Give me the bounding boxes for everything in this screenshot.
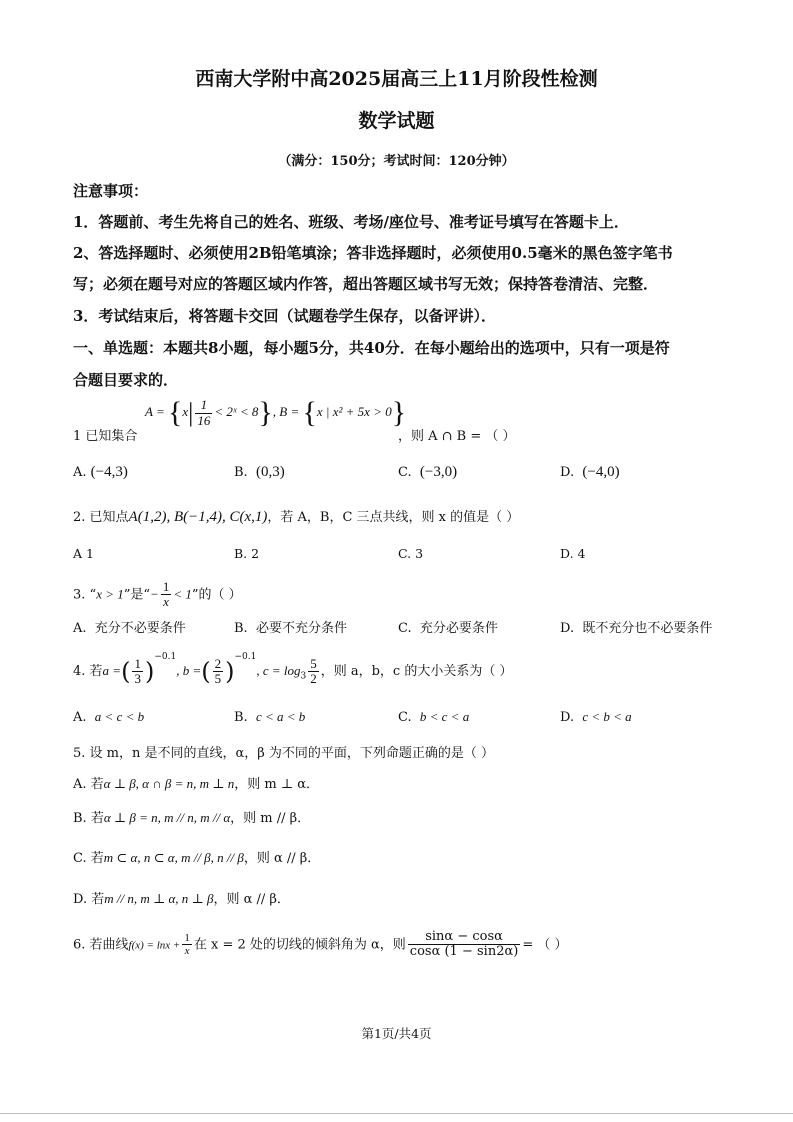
q1-inequality: < 2ˣ < 8	[214, 403, 259, 419]
q5-option-a	[73, 773, 319, 792]
q1-suffix: ，则 A ∩ B = （ ）	[398, 429, 516, 444]
q5-option-a-value: α ⊥ β, α ∩ β = n, m ⊥ n	[103, 776, 235, 791]
q4-option-b-value: c < a < b	[255, 709, 306, 724]
section-heading-line-2: 合题目要求的．	[73, 371, 179, 389]
q4-frac-3	[308, 657, 319, 687]
q1-frac-num: 1	[195, 398, 212, 413]
q1-option-d-label: D.	[560, 465, 575, 480]
q5-option-c	[73, 847, 320, 866]
exam-title: 西南大学附中高2025届高三上11月阶段性检测	[195, 68, 598, 90]
q4-paren-close-1: )	[144, 657, 155, 686]
q5-option-b-tail: ，则 m // β．	[230, 811, 311, 826]
q6-small-frac-num: 1	[184, 932, 190, 945]
q6-prefix: 6. 若曲线	[73, 937, 129, 953]
q3-option-b-label: B.	[234, 621, 248, 636]
q3-frac-num: 1	[162, 579, 170, 594]
q2-option-d-label: D.	[560, 546, 574, 561]
q1-option-d-value: (−4,0)	[582, 464, 620, 480]
q2-option-d-value: 4	[577, 546, 586, 561]
q4-option-a	[73, 709, 144, 725]
note-2-line-1: 2、答选择题时、必须使用2B铅笔填涂；答非选择题时，必须使用0.5毫米的黑色签字笔书	[73, 244, 673, 262]
q4-frac-2-num: 2	[214, 655, 222, 671]
q2-option-c-value: 3	[415, 546, 424, 561]
q4-option-d-value: c < b < a	[582, 709, 632, 724]
q1-x: x	[182, 403, 189, 419]
q4-frac-1	[132, 657, 143, 687]
q6-fraction	[408, 930, 521, 960]
q6-small-frac-den: x	[184, 945, 190, 958]
q4-option-b	[234, 709, 305, 725]
note-3: 3．考试结束后，将答题卡交回（试题卷学生保存，以备评讲）．	[73, 307, 496, 325]
q2-stem	[73, 506, 519, 526]
q3-minus: −	[150, 586, 159, 602]
q4-frac-2	[213, 657, 224, 687]
q1-option-c	[398, 464, 457, 481]
q4-exponent-2: −0.1	[234, 652, 257, 662]
q4-frac-3-num: 5	[310, 655, 317, 671]
q5-option-d	[73, 888, 290, 907]
note-2-line-2: 写；必须在题号对应的答题区域内作答，超出答题区域书写无效；保持答卷清洁、完整．	[73, 275, 659, 293]
q4-option-d	[560, 709, 632, 725]
q1-option-a-label: A.	[73, 465, 87, 480]
q4-option-c-label: C.	[398, 710, 412, 725]
q1-option-b-label: B.	[234, 465, 248, 480]
q3-option-d-label: D.	[560, 621, 575, 636]
q3-option-c	[398, 617, 498, 636]
q3-option-a-label: A.	[73, 621, 87, 636]
q4-exponent-1: −0.1	[154, 652, 177, 662]
q5-option-c-label: C. 若	[73, 851, 104, 866]
q5-option-b-label: B. 若	[73, 811, 104, 826]
q2-option-b-value: 2	[251, 546, 260, 561]
q3-option-c-label: C.	[398, 621, 412, 636]
q6-suffix: = （ ）	[522, 937, 568, 953]
q2-option-a-value: 1	[86, 546, 94, 561]
q2-option-b	[234, 546, 259, 561]
q4-c: , c = log	[256, 663, 301, 678]
q3-prefix: 3. “	[73, 587, 97, 603]
q5-option-b	[73, 807, 310, 826]
q4-frac-3-den: 2	[310, 671, 317, 686]
q6-condition: 在 x = 2 处的切线的倾斜角为 α，则	[193, 937, 406, 953]
q4-log-base: 3	[300, 671, 307, 682]
q2-option-a	[73, 546, 94, 561]
q4-a: a =	[102, 663, 122, 678]
q3-condition: x > 1	[96, 586, 124, 602]
q4-option-d-label: D.	[560, 710, 575, 725]
q3-fraction	[161, 580, 172, 610]
q2-prefix: 2. 已知点	[73, 510, 129, 525]
q4-option-c-value: b < c < a	[419, 709, 470, 724]
q3-option-c-value: 充分必要条件	[419, 621, 498, 636]
q1-option-c-label: C.	[398, 465, 412, 480]
q5-option-b-value: α ⊥ β = n, m // n, m // α	[103, 810, 231, 825]
q1-option-c-value: (−3,0)	[419, 464, 458, 480]
q1-option-b-value: (0,3)	[255, 464, 285, 480]
page-number: 第1页/共4页	[361, 1026, 432, 1041]
q2-option-c-label: C.	[398, 546, 412, 561]
q5-option-d-label: D. 若	[73, 892, 105, 907]
q2-suffix: ，若 A，B，C 三点共线，则 x 的值是（ ）	[267, 510, 520, 525]
q4-paren-close-2: )	[225, 657, 235, 686]
section-heading-line-1: 一、单选题：本题共8小题，每小题5分，共40分．在每小题给出的选项中，只有一项是符	[73, 339, 670, 357]
notes-heading: 注意事项：	[73, 182, 149, 200]
q3-frac-den: x	[163, 594, 169, 610]
q1-formula	[145, 396, 406, 430]
q1-option-d	[560, 464, 620, 481]
q1-prefix: 1 已知集合	[73, 429, 138, 444]
q4-option-b-label: B.	[234, 710, 248, 725]
q4-stem	[73, 652, 512, 686]
q3-option-b-value: 必要不充分条件	[255, 621, 347, 636]
q5-stem: 5. 设 m，n 是不同的直线，α，β 为不同的平面，下列命题正确的是（ ）	[73, 746, 495, 761]
q4-suffix: ，则 a，b，c 的大小关系为（ ）	[320, 664, 513, 679]
q4-frac-1-num: 1	[134, 655, 141, 671]
q1-frac-den: 16	[197, 412, 211, 428]
q3-option-b	[234, 617, 347, 636]
q2-option-d	[560, 546, 586, 561]
q3-mid: ”是“	[123, 587, 151, 603]
q1-brace-open-b: {	[302, 396, 317, 429]
q5-option-a-tail: ，则 m ⊥ α．	[234, 777, 319, 792]
q6-frac-num: sinα − cosα	[408, 930, 521, 945]
q5-option-c-tail: ，则 α // β．	[243, 851, 321, 866]
q4-prefix: 4. 若	[73, 664, 103, 679]
q6-small-fraction	[182, 932, 192, 957]
q4-option-a-value: a < c < b	[94, 709, 145, 724]
q1-set-b: x | x² + 5x > 0	[316, 403, 392, 419]
q3-option-d-value: 既不充分也不必要条件	[582, 621, 713, 636]
q1-option-a-value: (−4,3)	[90, 464, 128, 480]
exam-subtitle: 数学试题	[358, 110, 435, 132]
q4-frac-2-den: 5	[214, 671, 222, 686]
page-bottom-divider	[0, 1113, 793, 1114]
q4-option-a-label: A.	[73, 710, 87, 725]
q5-option-c-value: m ⊂ α, n ⊂ α, m // β, n // β	[103, 850, 244, 865]
q2-option-a-label: A	[73, 546, 83, 561]
q1-bar: |	[188, 398, 194, 427]
q5-option-d-tail: ，则 α // β．	[213, 892, 290, 907]
q1-brace-open: {	[167, 396, 183, 429]
q4-frac-1-den: 3	[134, 671, 141, 686]
q4-b: , b =	[176, 663, 202, 678]
q4-option-c	[398, 709, 469, 725]
q1-fraction	[195, 398, 212, 428]
q5-option-a-label: A. 若	[73, 777, 104, 792]
q6-frac-den: cosα (1 − sin2α)	[409, 944, 519, 960]
q4-paren-open-1: (	[121, 657, 131, 686]
q1-set-b-label: , B =	[272, 403, 300, 419]
score-info: （满分：150分；考试时间：120分钟）	[278, 154, 515, 169]
q1-set-a-label: A =	[145, 403, 165, 419]
q1-brace-close: }	[258, 396, 273, 429]
q4-paren-open-2: (	[201, 657, 211, 686]
q5-option-d-value: m // n, m ⊥ α, n ⊥ β	[104, 891, 214, 906]
note-1: 1．答题前、考生先将自己的姓名、班级、考场/座位号、准考证号填写在答题卡上．	[73, 213, 629, 231]
q6-stem	[73, 930, 567, 960]
q2-points: A(1,2), B(−1,4), C(x,1)	[128, 509, 268, 525]
q1-option-a	[73, 464, 128, 481]
q3-option-d	[560, 617, 712, 636]
q6-function: f(x) = lnx +	[128, 939, 181, 952]
q3-stem	[73, 580, 242, 610]
q2-option-b-label: B.	[234, 546, 248, 561]
q1-brace-close-b: }	[391, 396, 407, 429]
q3-suffix: ”的（ ）	[191, 587, 242, 603]
q3-option-a	[73, 617, 186, 636]
q3-option-a-value: 充分不必要条件	[94, 621, 186, 636]
q2-option-c	[398, 546, 423, 561]
q1-option-b	[234, 464, 285, 481]
q3-lt: < 1	[173, 586, 192, 602]
